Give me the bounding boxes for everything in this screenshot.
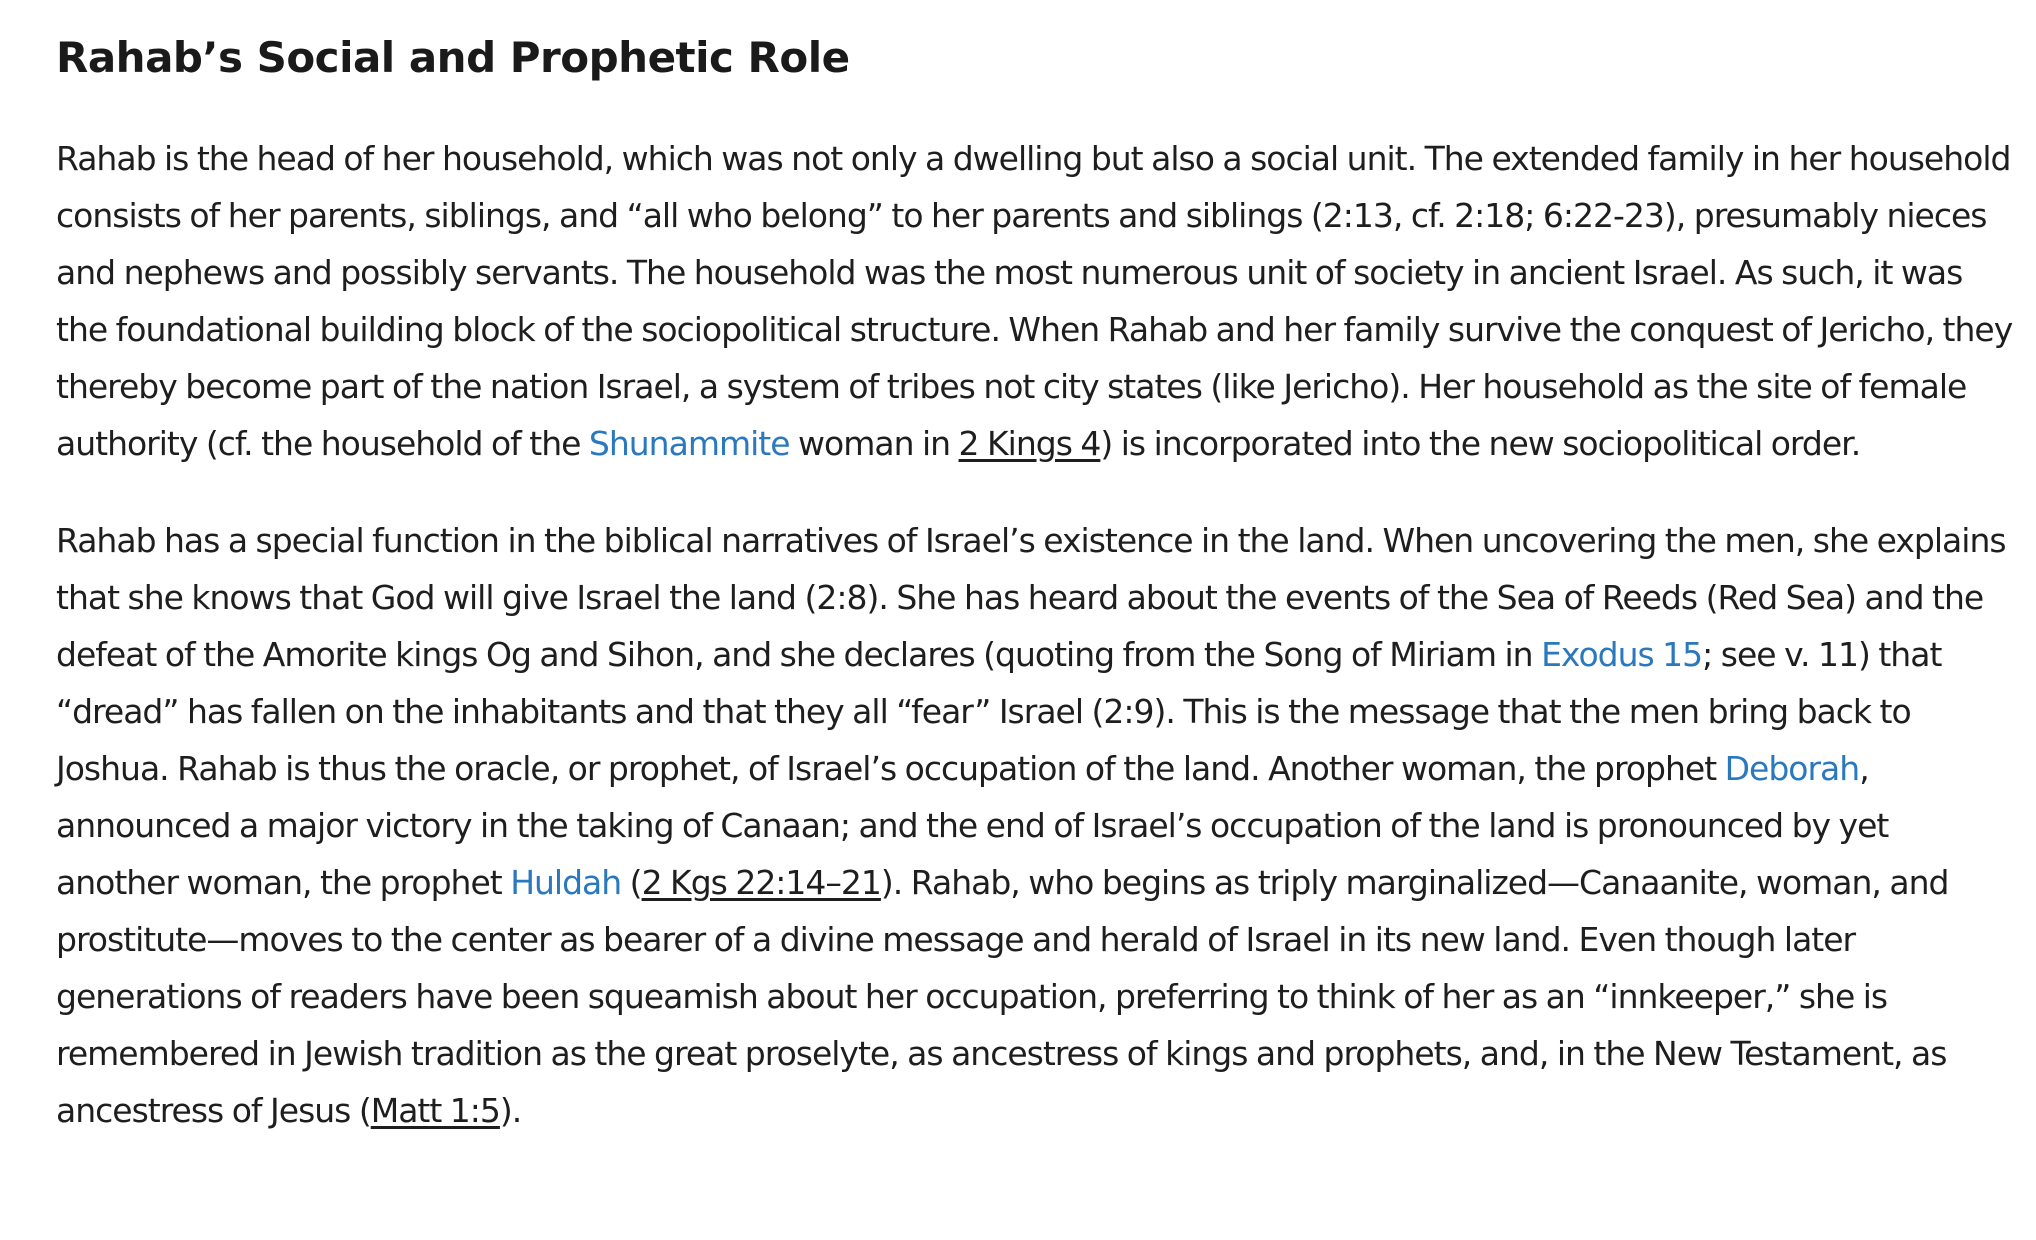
link-huldah[interactable]: Huldah bbox=[510, 863, 622, 902]
paragraph-text: ; see v. 11) that “dread” has fallen on the inhabitants and that they all “fear” Israel (2:9). This is the message that the men bring back to Joshua. Rahab is thus the oracle, or prophet, of Israel’s occupation of the land. Another woman, the prophet bbox=[56, 635, 1942, 788]
paragraph-text: ). Rahab, who begins as triply marginalized—Canaanite, woman, and prostitute—moves to the center as bearer of a divine message and herald of Israel in its new land. Even though later generations of readers have been squeamish about her occupation, preferring to think of her as an “innkeeper,” she is remembered in Jewish tradition as the great proselyte, as ancestress of kings and prophets, and, in the New Testament, as ancestress of Jesus ( bbox=[56, 863, 1949, 1130]
link-deborah[interactable]: Deborah bbox=[1724, 749, 1860, 788]
paragraph-text: woman in bbox=[789, 424, 959, 463]
paragraph-text: , announced a major victory in the taking of Canaan; and the end of Israel’s occupation of the land is pronounced by yet another woman, the prophet bbox=[56, 749, 1889, 902]
paragraph-text: ) is incorporated into the new sociopolitical order. bbox=[1100, 424, 1861, 463]
scripture-ref-2-kings-4[interactable]: 2 Kings 4 bbox=[958, 424, 1101, 463]
scripture-ref-2-kgs-22[interactable]: 2 Kgs 22:14–21 bbox=[641, 863, 881, 902]
paragraph-household bbox=[56, 130, 2016, 472]
paragraph-text: ). bbox=[499, 1091, 522, 1130]
paragraph-text: Rahab has a special function in the biblical narratives of Israel’s existence in the land. When uncovering the men, she explains that she knows that God will give Israel the land (2:8). She has heard about the events of the Sea of Reeds (Red Sea) and the defeat of the Amorite kings Og and Sihon, and she declares (quoting from the Song of Miriam in bbox=[56, 521, 2006, 674]
link-shunammite[interactable]: Shunammite bbox=[588, 424, 790, 463]
paragraph-text: Rahab is the head of her household, which was not only a dwelling but also a social unit. The extended family in her household consists of her parents, siblings, and “all who belong” to her parents and siblings (2:13, cf. 2:18; 6:22-23), presumably nieces and nephews and possibly servants. The household was the most numerous unit of society in ancient Israel. As such, it was the foundational building block of the sociopolitical structure. When Rahab and her family survive the conquest of Jericho, they thereby become part of the nation Israel, a system of tribes not city states (like Jericho). Her household as the site of female authority (cf. the household of the bbox=[56, 139, 2013, 463]
paragraph-prophetic-role bbox=[56, 512, 2016, 1139]
scripture-ref-matt-1-5[interactable]: Matt 1:5 bbox=[370, 1091, 500, 1130]
link-exodus-15[interactable]: Exodus 15 bbox=[1541, 635, 1703, 674]
section-heading: Rahab’s Social and Prophetic Role bbox=[56, 33, 850, 82]
paragraph-text: ( bbox=[621, 863, 642, 902]
article bbox=[56, 30, 2016, 1179]
